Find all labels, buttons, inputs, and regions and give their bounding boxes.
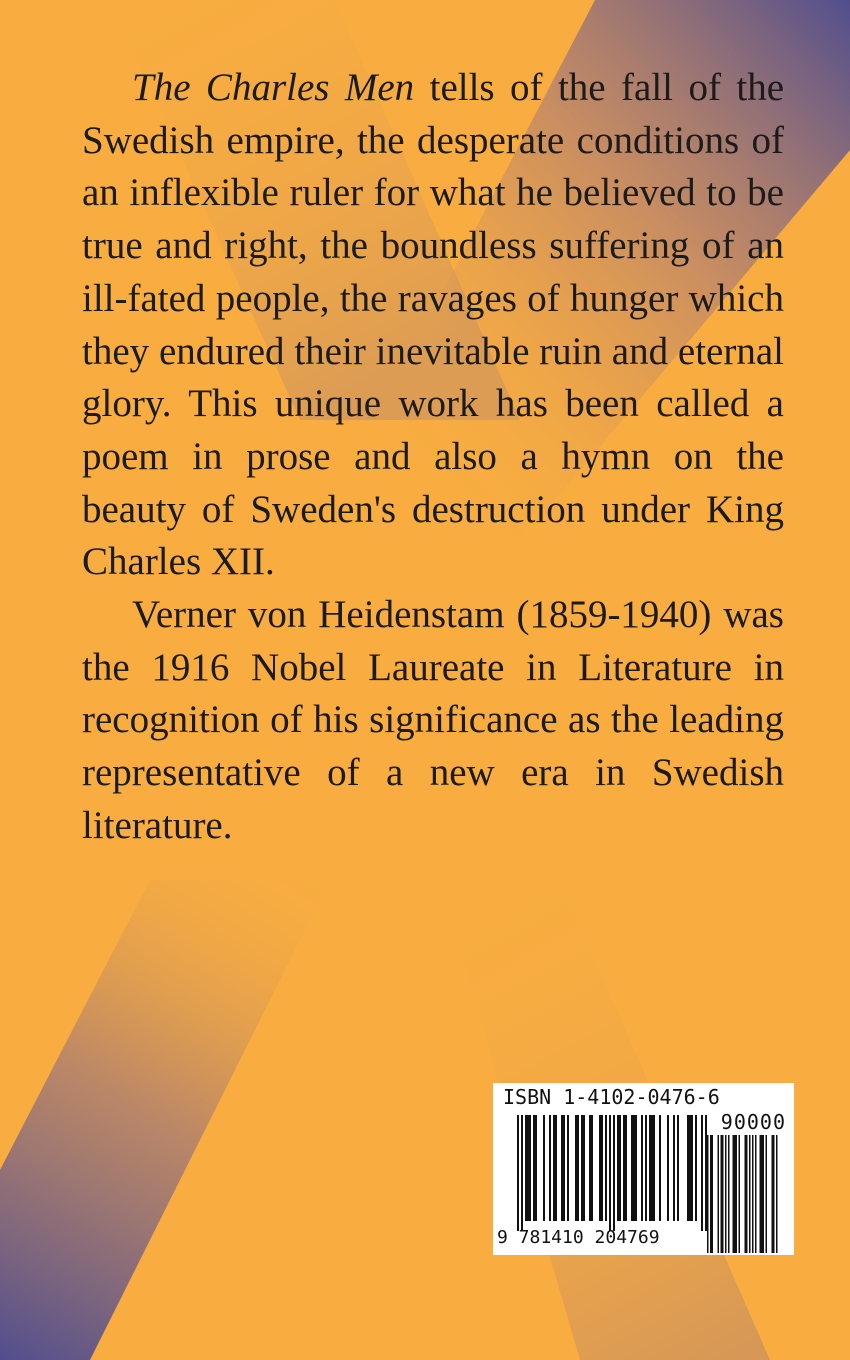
back-cover-description xyxy=(82,62,784,853)
barcode-bar xyxy=(631,1115,633,1221)
description-paragraph-1 xyxy=(82,62,784,589)
price-addon-bar xyxy=(749,1135,751,1253)
barcode-bar xyxy=(635,1115,637,1221)
barcode-bar xyxy=(549,1115,551,1221)
price-addon-bar xyxy=(718,1135,720,1253)
barcode-bar xyxy=(521,1115,523,1231)
barcode-bar xyxy=(535,1115,537,1221)
barcode-bar xyxy=(581,1115,583,1221)
barcode-bar xyxy=(553,1115,555,1221)
barcode-bar xyxy=(687,1115,689,1221)
barcode-bar xyxy=(673,1115,675,1221)
price-addon-bar xyxy=(746,1135,748,1253)
price-addon-bar xyxy=(710,1135,712,1253)
barcode-bar xyxy=(561,1115,563,1221)
barcode-bar xyxy=(641,1115,643,1221)
barcode-bar xyxy=(677,1115,679,1221)
barcode-bar xyxy=(689,1115,691,1221)
barcode-bar xyxy=(653,1115,655,1221)
barcode-bar xyxy=(591,1115,593,1221)
price-addon-bar xyxy=(752,1135,754,1253)
price-addon-bar xyxy=(734,1135,736,1253)
barcode-bar xyxy=(533,1115,535,1221)
description-paragraph-1-text: tells of the fall of the Swedish empire, the desperate conditions of an inflexible ruler for what he believed to be true and right, the boundless suffering of an ill-fated people, the ravages of hunger which they endured their inevitable ruin and eternal glory. This unique work has been called a poem in prose and also a hymn on the beauty of Sweden's destruction under King Charles XII. xyxy=(82,66,785,584)
barcode-bar xyxy=(543,1115,545,1221)
price-addon-bar xyxy=(728,1135,730,1253)
price-addon-bar xyxy=(707,1135,709,1253)
barcode-bar xyxy=(527,1115,529,1221)
barcode-bar xyxy=(617,1115,619,1221)
price-addon-bar xyxy=(733,1135,735,1253)
barcode-bar xyxy=(645,1115,647,1221)
barcode-bar xyxy=(623,1115,625,1221)
ean-digits: 9 781410 204769 xyxy=(497,1227,660,1248)
barcode-bar xyxy=(575,1115,577,1221)
price-addon-bar xyxy=(773,1135,775,1253)
price-addon-bar xyxy=(772,1135,774,1253)
barcode-bar xyxy=(651,1115,653,1221)
price-addon-bar xyxy=(761,1135,763,1253)
isbn-label: ISBN 1-4102-0476-6 xyxy=(503,1085,720,1109)
price-addon-bar xyxy=(776,1135,778,1253)
barcode-bar xyxy=(583,1115,585,1221)
barcode-bar xyxy=(633,1115,635,1221)
isbn-barcode-box xyxy=(493,1083,794,1255)
price-addon-bar xyxy=(766,1135,768,1253)
price-addon-bar xyxy=(745,1135,747,1253)
price-addon-bar xyxy=(721,1135,723,1253)
barcode-bar xyxy=(659,1115,661,1221)
price-addon-bar xyxy=(739,1135,741,1253)
author-bio-paragraph: Verner von Heidenstam (1859-1940) was the 1916 Nobel Laureate in Literature in recognition of his significance as the leading representative of a new era in Swedish literature. xyxy=(82,593,784,847)
barcode-bar xyxy=(525,1115,527,1221)
barcode-bar xyxy=(555,1115,557,1221)
barcode-bar xyxy=(649,1115,651,1221)
barcode-bar xyxy=(625,1115,627,1221)
barcode-bar xyxy=(667,1115,669,1221)
barcode-bar xyxy=(529,1115,531,1221)
price-addon-bar xyxy=(736,1135,738,1253)
barcode-bar xyxy=(577,1115,579,1221)
book-title-italic: The Charles Men xyxy=(132,66,415,109)
barcode-bar xyxy=(619,1115,621,1221)
price-addon-bar xyxy=(760,1135,762,1253)
barcode-bar xyxy=(567,1115,569,1221)
price-addon-bar xyxy=(763,1135,765,1253)
barcode-bar xyxy=(589,1115,591,1221)
price-addon-bar xyxy=(722,1135,724,1253)
barcode-bar xyxy=(599,1115,601,1221)
barcode-bar xyxy=(691,1115,693,1221)
barcode-bar xyxy=(605,1115,607,1221)
barcode-bar xyxy=(705,1115,707,1231)
barcode-bar xyxy=(517,1115,519,1231)
barcode-bar xyxy=(613,1115,615,1231)
price-addon-bar xyxy=(755,1135,757,1253)
barcode-bar xyxy=(609,1115,611,1231)
price-addon-bar xyxy=(725,1135,727,1253)
barcode-bar xyxy=(601,1115,603,1221)
barcode-bar xyxy=(563,1115,565,1221)
barcode-bar xyxy=(695,1115,697,1221)
price-addon-bar xyxy=(712,1135,714,1253)
price-code: 90000 xyxy=(720,1110,786,1134)
barcode-bar xyxy=(701,1115,703,1231)
